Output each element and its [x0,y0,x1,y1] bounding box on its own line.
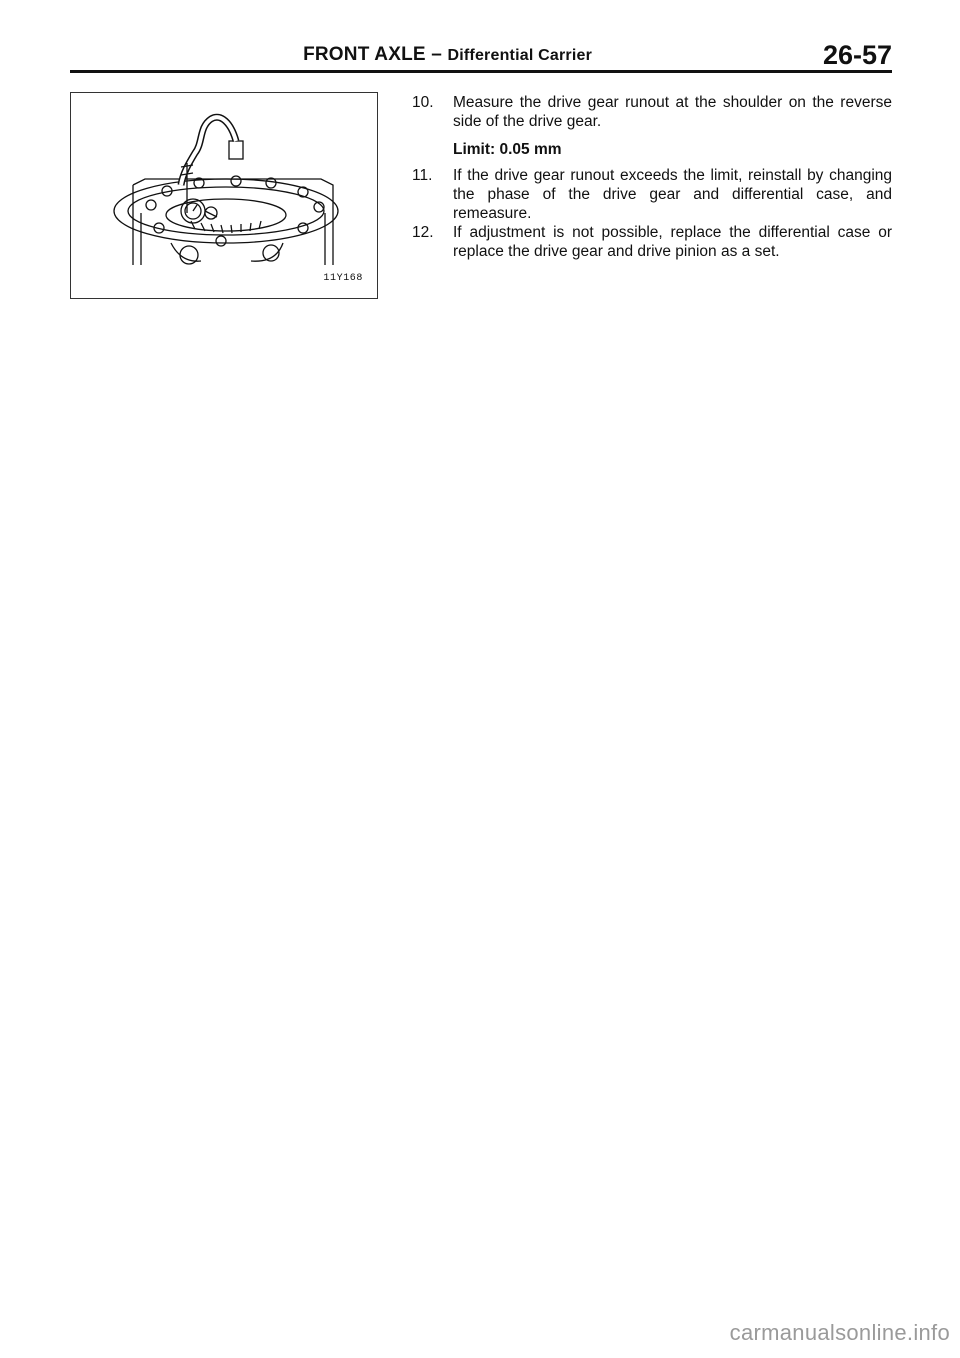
step-number: 11. [412,167,433,184]
site-watermark: carmanualsonline.info [729,1320,950,1345]
page-header [70,40,892,70]
procedure-content [412,93,892,261]
figure-code: 11Y168 [323,273,363,284]
limit-spec [412,140,892,159]
step-11 [412,166,892,223]
step-12 [412,223,892,261]
dial-indicator-on-differential-illustration [71,93,379,300]
figure-illustration [70,92,378,299]
page-number: 26-57 [822,40,892,70]
step-number: 12. [412,224,434,241]
section-title [303,44,592,66]
step-text: If adjustment is not possible, replace the differential case or replace the drive gear and drive pinion as a set. [453,224,892,260]
step-10 [412,93,892,131]
section-name: FRONT AXLE [303,44,426,65]
subsection-name: Differential Carrier [447,47,592,64]
title-dash: – [431,44,443,65]
limit-value: 0.05 mm [499,141,562,158]
step-text: If the drive gear runout exceeds the limit, reinstall by changing the phase of the drive gear and differential case, and remeasure. [453,167,892,222]
step-number: 10. [412,94,434,111]
limit-label: Limit: [453,141,496,158]
header-rule [70,70,892,73]
step-text: Measure the drive gear runout at the shoulder on the reverse side of the drive gear. [453,94,892,130]
